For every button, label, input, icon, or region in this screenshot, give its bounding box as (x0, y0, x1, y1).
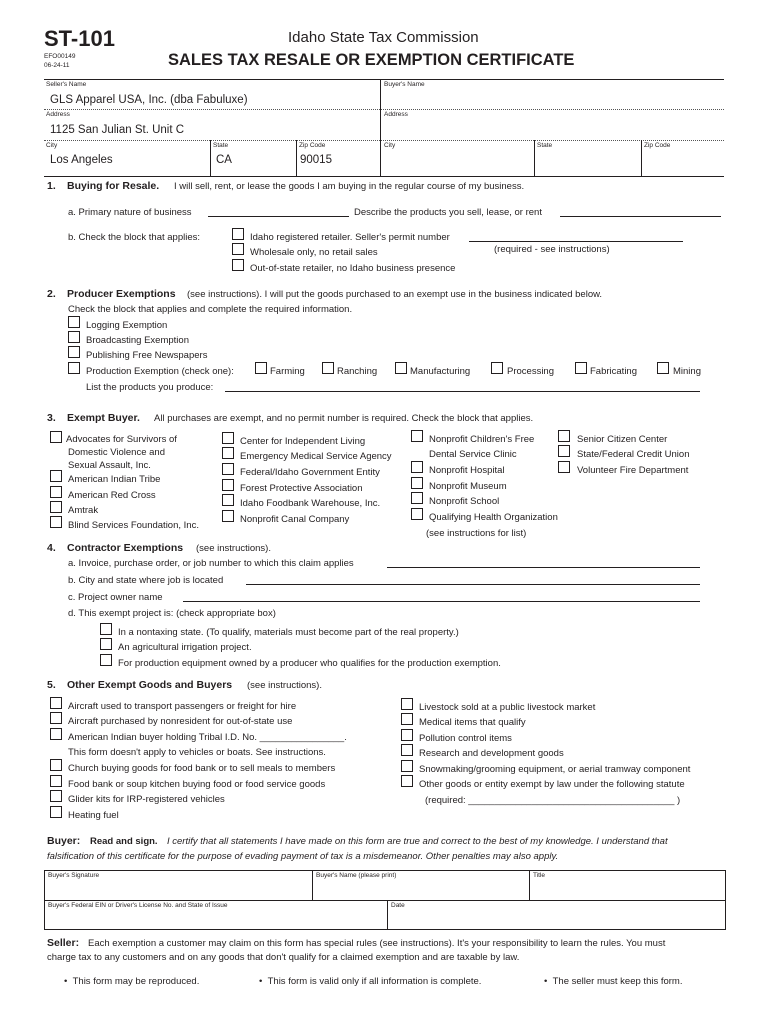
s1-b-opt2: Wholesale only, no retail sales (250, 247, 378, 258)
row-divider (44, 109, 724, 110)
s2-opt1: Logging Exemption (86, 320, 168, 331)
s5-r4: Research and development goods (419, 748, 564, 759)
s3-c1e: American Red Cross (68, 490, 156, 501)
s3-c3c: Nonprofit Hospital (429, 465, 505, 476)
row-divider (44, 140, 724, 141)
s5-r3: Pollution control items (419, 733, 512, 744)
seller-state-field[interactable]: CA (216, 154, 232, 166)
seller-permit-input[interactable] (469, 241, 683, 242)
s5-l8: Heating fuel (68, 810, 119, 821)
seller-zip-label: Zip Code (299, 142, 326, 149)
manufacturing-checkbox[interactable] (395, 362, 407, 374)
products-produced-input[interactable] (225, 391, 700, 392)
s5-l4: This form doesn't apply to vehicles or boats. See instructions. (68, 747, 326, 758)
s3-c3e: Nonprofit School (429, 496, 500, 507)
heating-fuel-checkbox[interactable] (50, 806, 62, 818)
cert-line-1: I certify that all statements I have made on this form are true and correct to the best of my knowledge. I understand that (167, 836, 668, 847)
s3-number: 3. (47, 412, 56, 424)
fabricating-label: Fabricating (590, 366, 637, 377)
livestock-checkbox[interactable] (401, 698, 413, 710)
products-sold-input[interactable] (560, 216, 721, 217)
red-cross-checkbox[interactable] (50, 486, 62, 498)
mining-label: Mining (673, 366, 701, 377)
s1-b-label: b. Check the block that applies: (68, 232, 201, 243)
s3-c1f: Amtrak (68, 505, 99, 516)
ems-agency-checkbox[interactable] (222, 447, 234, 459)
seller-city-field[interactable]: Los Angeles (50, 154, 113, 166)
s4-title: Contractor Exemptions (67, 542, 184, 554)
s5-l5: Church buying goods for food bank or to sell meals to members (68, 763, 336, 774)
signature-field[interactable] (48, 880, 308, 898)
s3-c1a: Advocates for Survivors of (66, 434, 177, 445)
bullet-2-text: This form is valid only if all information is complete. (267, 976, 482, 987)
s2-desc: (see instructions). I will put the goods purchased to an exempt use in the business indicated below. (187, 289, 603, 300)
credit-union-checkbox[interactable] (558, 445, 570, 457)
bullet-3-text: The seller must keep this form. (552, 976, 683, 987)
s3-c3a: Nonprofit Children's Free (429, 434, 535, 445)
farming-label: Farming (270, 366, 305, 377)
registered-retailer-checkbox[interactable] (232, 228, 244, 240)
s3-c2a: Center for Independent Living (240, 436, 366, 447)
s4-c: c. Project owner name (68, 592, 163, 603)
block-rule (44, 176, 724, 177)
buyer-name-field[interactable] (384, 90, 722, 108)
s5-l2: Aircraft purchased by nonresident for out-of-state use (68, 716, 293, 727)
seller-note-1: Each exemption a customer may claim on this form has special rules (see instructions). It's your responsibility to learn the rules. You must (88, 938, 666, 949)
s3-c1c: Sexual Assault, Inc. (68, 460, 151, 471)
s2-list: List the products you produce: (86, 382, 214, 393)
s3-c1g: Blind Services Foundation, Inc. (68, 520, 199, 531)
invoice-number-input[interactable] (387, 567, 700, 568)
s5-desc: (see instructions). (247, 680, 322, 691)
s3-desc: All purchases are exempt, and no permit number is required. Check the block that applies. (154, 413, 534, 424)
s1-b-opt1: Idaho registered retailer. Seller's permit number (250, 232, 450, 243)
date-field[interactable] (391, 910, 721, 927)
title-label: Title (533, 872, 546, 879)
s3-c4b: State/Federal Credit Union (577, 449, 690, 460)
s4-number: 4. (47, 542, 56, 554)
other-statute-checkbox[interactable] (401, 775, 413, 787)
cell-divider (312, 870, 313, 900)
soup-kitchen-checkbox[interactable] (50, 775, 62, 787)
s2-opt4: Production Exemption (check one): (86, 366, 234, 377)
s3-c2b: Emergency Medical Service Agency (240, 451, 392, 462)
irrigation-project-checkbox[interactable] (100, 638, 112, 650)
childrens-dental-checkbox[interactable] (411, 430, 423, 442)
s2-check: Check the block that applies and complete the required information. (68, 304, 353, 315)
ranching-label: Ranching (337, 366, 378, 377)
church-food-bank-checkbox[interactable] (50, 759, 62, 771)
job-location-input[interactable] (246, 584, 700, 585)
form-number: ST-101 (44, 26, 115, 51)
signature-label: Buyer's Signature (48, 872, 100, 879)
seller-city-label: City (46, 142, 58, 149)
seller-name-label: Seller's Name (46, 81, 87, 88)
ein-field[interactable] (48, 910, 384, 927)
american-indian-tribe-checkbox[interactable] (50, 470, 62, 482)
buyer-name-label: Buyer's Name (384, 81, 425, 88)
print-name-field[interactable] (316, 880, 526, 898)
bullet-3: • The seller must keep this form. (544, 976, 683, 987)
s3-c3d: Nonprofit Museum (429, 481, 507, 492)
broadcasting-checkbox[interactable] (68, 331, 80, 343)
cell-divider (296, 140, 297, 177)
mining-checkbox[interactable] (657, 362, 669, 374)
s5-l6: Food bank or soup kitchen buying food or food service goods (68, 779, 326, 790)
medical-items-checkbox[interactable] (401, 713, 413, 725)
ein-label: Buyer's Federal EIN or Driver's License No. and State of Issue (48, 902, 228, 909)
s1-number: 1. (47, 180, 56, 192)
seller-note-2: charge tax to any customers and on any goods that don't qualify for a claimed exemption and are taxable by law. (47, 952, 520, 963)
s4-d1: In a nontaxing state. (To qualify, materials must become part of the real property.) (118, 627, 459, 638)
project-owner-input[interactable] (183, 601, 700, 602)
production-equipment-checkbox[interactable] (100, 654, 112, 666)
s3-c2c: Federal/Idaho Government Entity (240, 467, 380, 478)
s5-r7: (required: _______________________________________ ) (425, 795, 681, 806)
seller-buyer-divider (380, 79, 381, 177)
s3-c2e: Idaho Foodbank Warehouse, Inc. (240, 498, 381, 509)
buyer-head: Buyer: (47, 835, 81, 847)
fabricating-checkbox[interactable] (575, 362, 587, 374)
foodbank-warehouse-checkbox[interactable] (222, 494, 234, 506)
page-title: SALES TAX RESALE OR EXEMPTION CERTIFICATE (168, 51, 575, 69)
buyer-zip-label: Zip Code (644, 142, 671, 149)
top-rule (44, 79, 724, 80)
form-efo: EFO00149 (44, 53, 76, 60)
s2-opt2: Broadcasting Exemption (86, 335, 189, 346)
out-of-state-checkbox[interactable] (232, 259, 244, 271)
government-entity-checkbox[interactable] (222, 463, 234, 475)
print-name-label: Buyer's Name (please print) (316, 872, 397, 879)
s1-b-opt3: Out-of-state retailer, no Idaho business presence (250, 263, 456, 274)
nontaxing-state-checkbox[interactable] (100, 623, 112, 635)
publishing-checkbox[interactable] (68, 346, 80, 358)
wholesale-only-checkbox[interactable] (232, 243, 244, 255)
seller-address-field[interactable]: 1125 San Julian St. Unit C (50, 124, 185, 136)
s2-opt3: Publishing Free Newspapers (86, 350, 208, 361)
forest-protective-checkbox[interactable] (222, 479, 234, 491)
s3-c3g: (see instructions for list) (426, 528, 527, 539)
research-development-checkbox[interactable] (401, 744, 413, 756)
buyer-state-label: State (537, 142, 553, 149)
cell-divider (529, 870, 530, 900)
s4-d3: For production equipment owned by a producer who qualifies for the production exemption. (118, 658, 501, 669)
s5-r1: Livestock sold at a public livestock market (419, 702, 596, 713)
glider-kits-checkbox[interactable] (50, 790, 62, 802)
seller-zip-field[interactable]: 90015 (300, 154, 332, 166)
manufacturing-label: Manufacturing (410, 366, 471, 377)
cell-divider (44, 900, 725, 901)
buyer-city-label: City (384, 142, 396, 149)
s4-a: a. Invoice, purchase order, or job number to which this claim applies (68, 558, 354, 569)
s3-c2f: Nonprofit Canal Company (240, 514, 350, 525)
buyer-city-field[interactable] (384, 151, 532, 175)
s5-l3: American Indian buyer holding Tribal I.D. No. ________________. (68, 732, 347, 743)
date-label: Date (391, 902, 405, 909)
s3-c4a: Senior Citizen Center (577, 434, 668, 445)
cell-divider (534, 140, 535, 177)
s5-r6: Other goods or entity exempt by law under the following statute (419, 779, 685, 790)
cell-divider (210, 140, 211, 177)
nonprofit-museum-checkbox[interactable] (411, 477, 423, 489)
seller-state-label: State (213, 142, 229, 149)
s3-c3b: Dental Service Clinic (429, 449, 517, 460)
bullet-2: • This form is valid only if all information is complete. (259, 976, 482, 987)
production-checkbox[interactable] (68, 362, 80, 374)
s5-r2: Medical items that qualify (419, 717, 526, 728)
cell-divider (641, 140, 642, 177)
s4-d2: An agricultural irrigation project. (118, 642, 252, 653)
s3-c2d: Forest Protective Association (240, 483, 363, 494)
primary-business-input[interactable] (208, 216, 349, 217)
s2-number: 2. (47, 288, 56, 300)
amtrak-checkbox[interactable] (50, 501, 62, 513)
s1-desc: I will sell, rent, or lease the goods I am buying in the regular course of my business. (174, 181, 525, 192)
s2-title: Producer Exemptions (67, 288, 176, 300)
independent-living-checkbox[interactable] (222, 432, 234, 444)
s5-number: 5. (47, 679, 56, 691)
s3-c1d: American Indian Tribe (68, 474, 161, 485)
s5-r5: Snowmaking/grooming equipment, or aerial tramway component (419, 764, 691, 775)
aircraft-nonresident-checkbox[interactable] (50, 712, 62, 724)
s3-c3f: Qualifying Health Organization (429, 512, 558, 523)
s3-c4c: Volunteer Fire Department (577, 465, 689, 476)
snowmaking-checkbox[interactable] (401, 760, 413, 772)
buyer-state-field[interactable] (537, 151, 639, 175)
logging-checkbox[interactable] (68, 316, 80, 328)
cell-divider (387, 900, 388, 929)
bullet-1: • This form may be reproduced. (64, 976, 200, 987)
fire-department-checkbox[interactable] (558, 461, 570, 473)
health-organization-checkbox[interactable] (411, 508, 423, 520)
s1-title: Buying for Resale. (67, 180, 160, 192)
agency-name: Idaho State Tax Commission (288, 29, 479, 46)
nonprofit-hospital-checkbox[interactable] (411, 461, 423, 473)
buyer-zip-field[interactable] (644, 151, 722, 175)
s5-l7: Glider kits for IRP-registered vehicles (68, 794, 225, 805)
s4-desc: (see instructions). (196, 543, 271, 554)
advocates-checkbox[interactable] (50, 431, 62, 443)
s5-l1: Aircraft used to transport passengers or freight for hire (68, 701, 297, 712)
nonprofit-school-checkbox[interactable] (411, 492, 423, 504)
pollution-control-checkbox[interactable] (401, 729, 413, 741)
aircraft-freight-checkbox[interactable] (50, 697, 62, 709)
processing-label: Processing (507, 366, 554, 377)
s1-a-desc: Describe the products you sell, lease, or rent (354, 207, 542, 218)
farming-checkbox[interactable] (255, 362, 267, 374)
s1-a-label: a. Primary nature of business (68, 207, 192, 218)
s4-d: d. This exempt project is: (check appropriate box) (68, 608, 276, 619)
form-date: 06-24-11 (44, 62, 70, 69)
seller-name-field[interactable]: GLS Apparel USA, Inc. (dba Fabuluxe) (50, 94, 248, 106)
ranching-checkbox[interactable] (322, 362, 334, 374)
s5-title: Other Exempt Goods and Buyers (67, 679, 233, 691)
s1-b-note: (required - see instructions) (494, 244, 610, 255)
senior-center-checkbox[interactable] (558, 430, 570, 442)
buyer-address-field[interactable] (384, 120, 722, 138)
title-field[interactable] (533, 880, 721, 898)
s4-b: b. City and state where job is located (68, 575, 224, 586)
s3-title: Exempt Buyer. (67, 412, 140, 424)
blind-services-checkbox[interactable] (50, 516, 62, 528)
s3-c1b: Domestic Violence and (68, 447, 165, 458)
buyer-head2: Read and sign. (90, 836, 158, 847)
canal-company-checkbox[interactable] (222, 510, 234, 522)
buyer-address-label: Address (384, 111, 408, 118)
cert-line-2: falsification of this certificate for the purpose of evading payment of tax is a misdemeanor. Other penalties may also apply. (47, 851, 559, 862)
seller-address-label: Address (46, 111, 70, 118)
bullet-1-text: This form may be reproduced. (72, 976, 200, 987)
seller-head: Seller: (47, 937, 80, 949)
processing-checkbox[interactable] (491, 362, 503, 374)
tribal-buyer-checkbox[interactable] (50, 728, 62, 740)
